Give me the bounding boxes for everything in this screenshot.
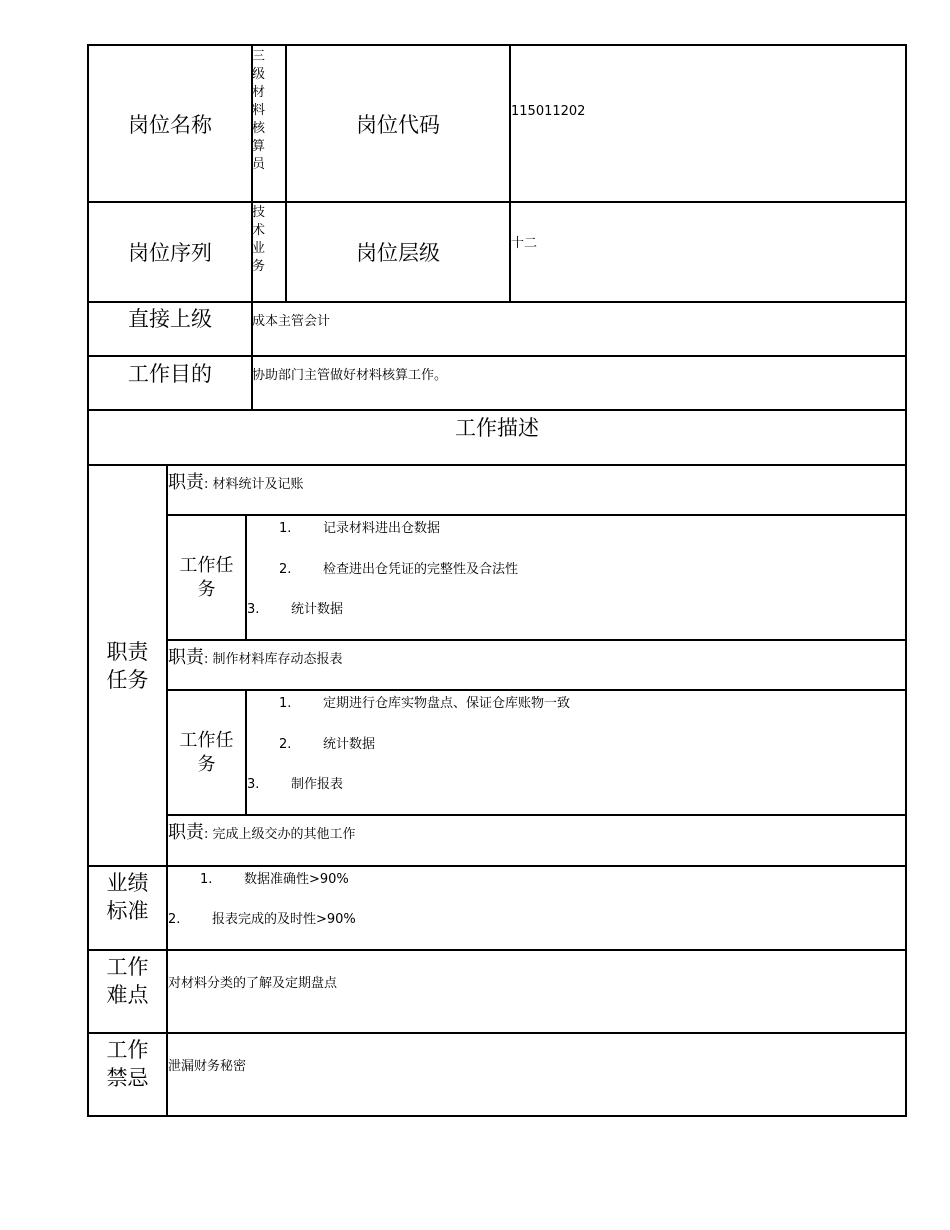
duty-prefix: 职责 [168, 647, 204, 668]
duty-1-task-3: 3. 统计数据 [247, 602, 344, 617]
duty-1-task-1: 1. 记录材料进出仓数据 [279, 521, 441, 536]
duty-2-task-1: 1. 定期进行仓库实物盘点、保证仓库账物一致 [279, 696, 571, 711]
duty-3-heading [168, 818, 356, 844]
position-code-label: 岗位代码 [356, 112, 440, 137]
duty-2-heading [168, 643, 343, 669]
duty-prefix: 职责 [168, 472, 204, 493]
purpose-label: 工作目的 [128, 362, 212, 386]
duty-1-title: : 材料统计及记账 [204, 477, 304, 492]
performance-item-2: 2. 报表完成的及时性>90% [168, 912, 356, 927]
duty-2-task-3: 3. 制作报表 [247, 777, 344, 792]
position-name-value: 三级材料核算员 [252, 49, 266, 172]
description-title: 工作描述 [455, 416, 539, 440]
duty-2-title: : 制作材料库存动态报表 [204, 652, 343, 667]
taboo-label: 工作禁忌 [106, 1038, 149, 1090]
task-label: 工作任务 [179, 729, 234, 775]
superior-label: 直接上级 [128, 307, 212, 331]
taboo-text: 泄漏财务秘密 [168, 1059, 247, 1074]
task-label: 工作任务 [179, 554, 234, 600]
duty-2-task-2: 2. 统计数据 [279, 737, 376, 752]
duty-3-title: : 完成上级交办的其他工作 [204, 827, 356, 842]
duty-1-task-2: 2. 检查进出仓凭证的完整性及合法性 [279, 562, 519, 577]
purpose-value: 协助部门主管做好材料核算工作。 [252, 368, 448, 383]
position-name-label: 岗位名称 [128, 112, 212, 137]
duty-prefix: 职责 [168, 822, 204, 843]
performance-label: 业绩标准 [106, 871, 149, 923]
performance-item-1: 1. 数据准确性>90% [200, 872, 349, 887]
difficulty-text: 对材料分类的了解及定期盘点 [168, 976, 338, 991]
position-series-label: 岗位序列 [128, 241, 212, 265]
superior-value: 成本主管会计 [252, 314, 331, 329]
position-level-label: 岗位层级 [356, 241, 440, 265]
position-series-value: 技术业务 [252, 205, 266, 274]
difficulty-label: 工作难点 [106, 955, 149, 1007]
duty-1-heading [168, 468, 304, 494]
duties-label: 职责任务 [106, 639, 149, 692]
position-code-value: 115011202 [511, 104, 586, 119]
position-level-value: 十二 [511, 236, 538, 251]
